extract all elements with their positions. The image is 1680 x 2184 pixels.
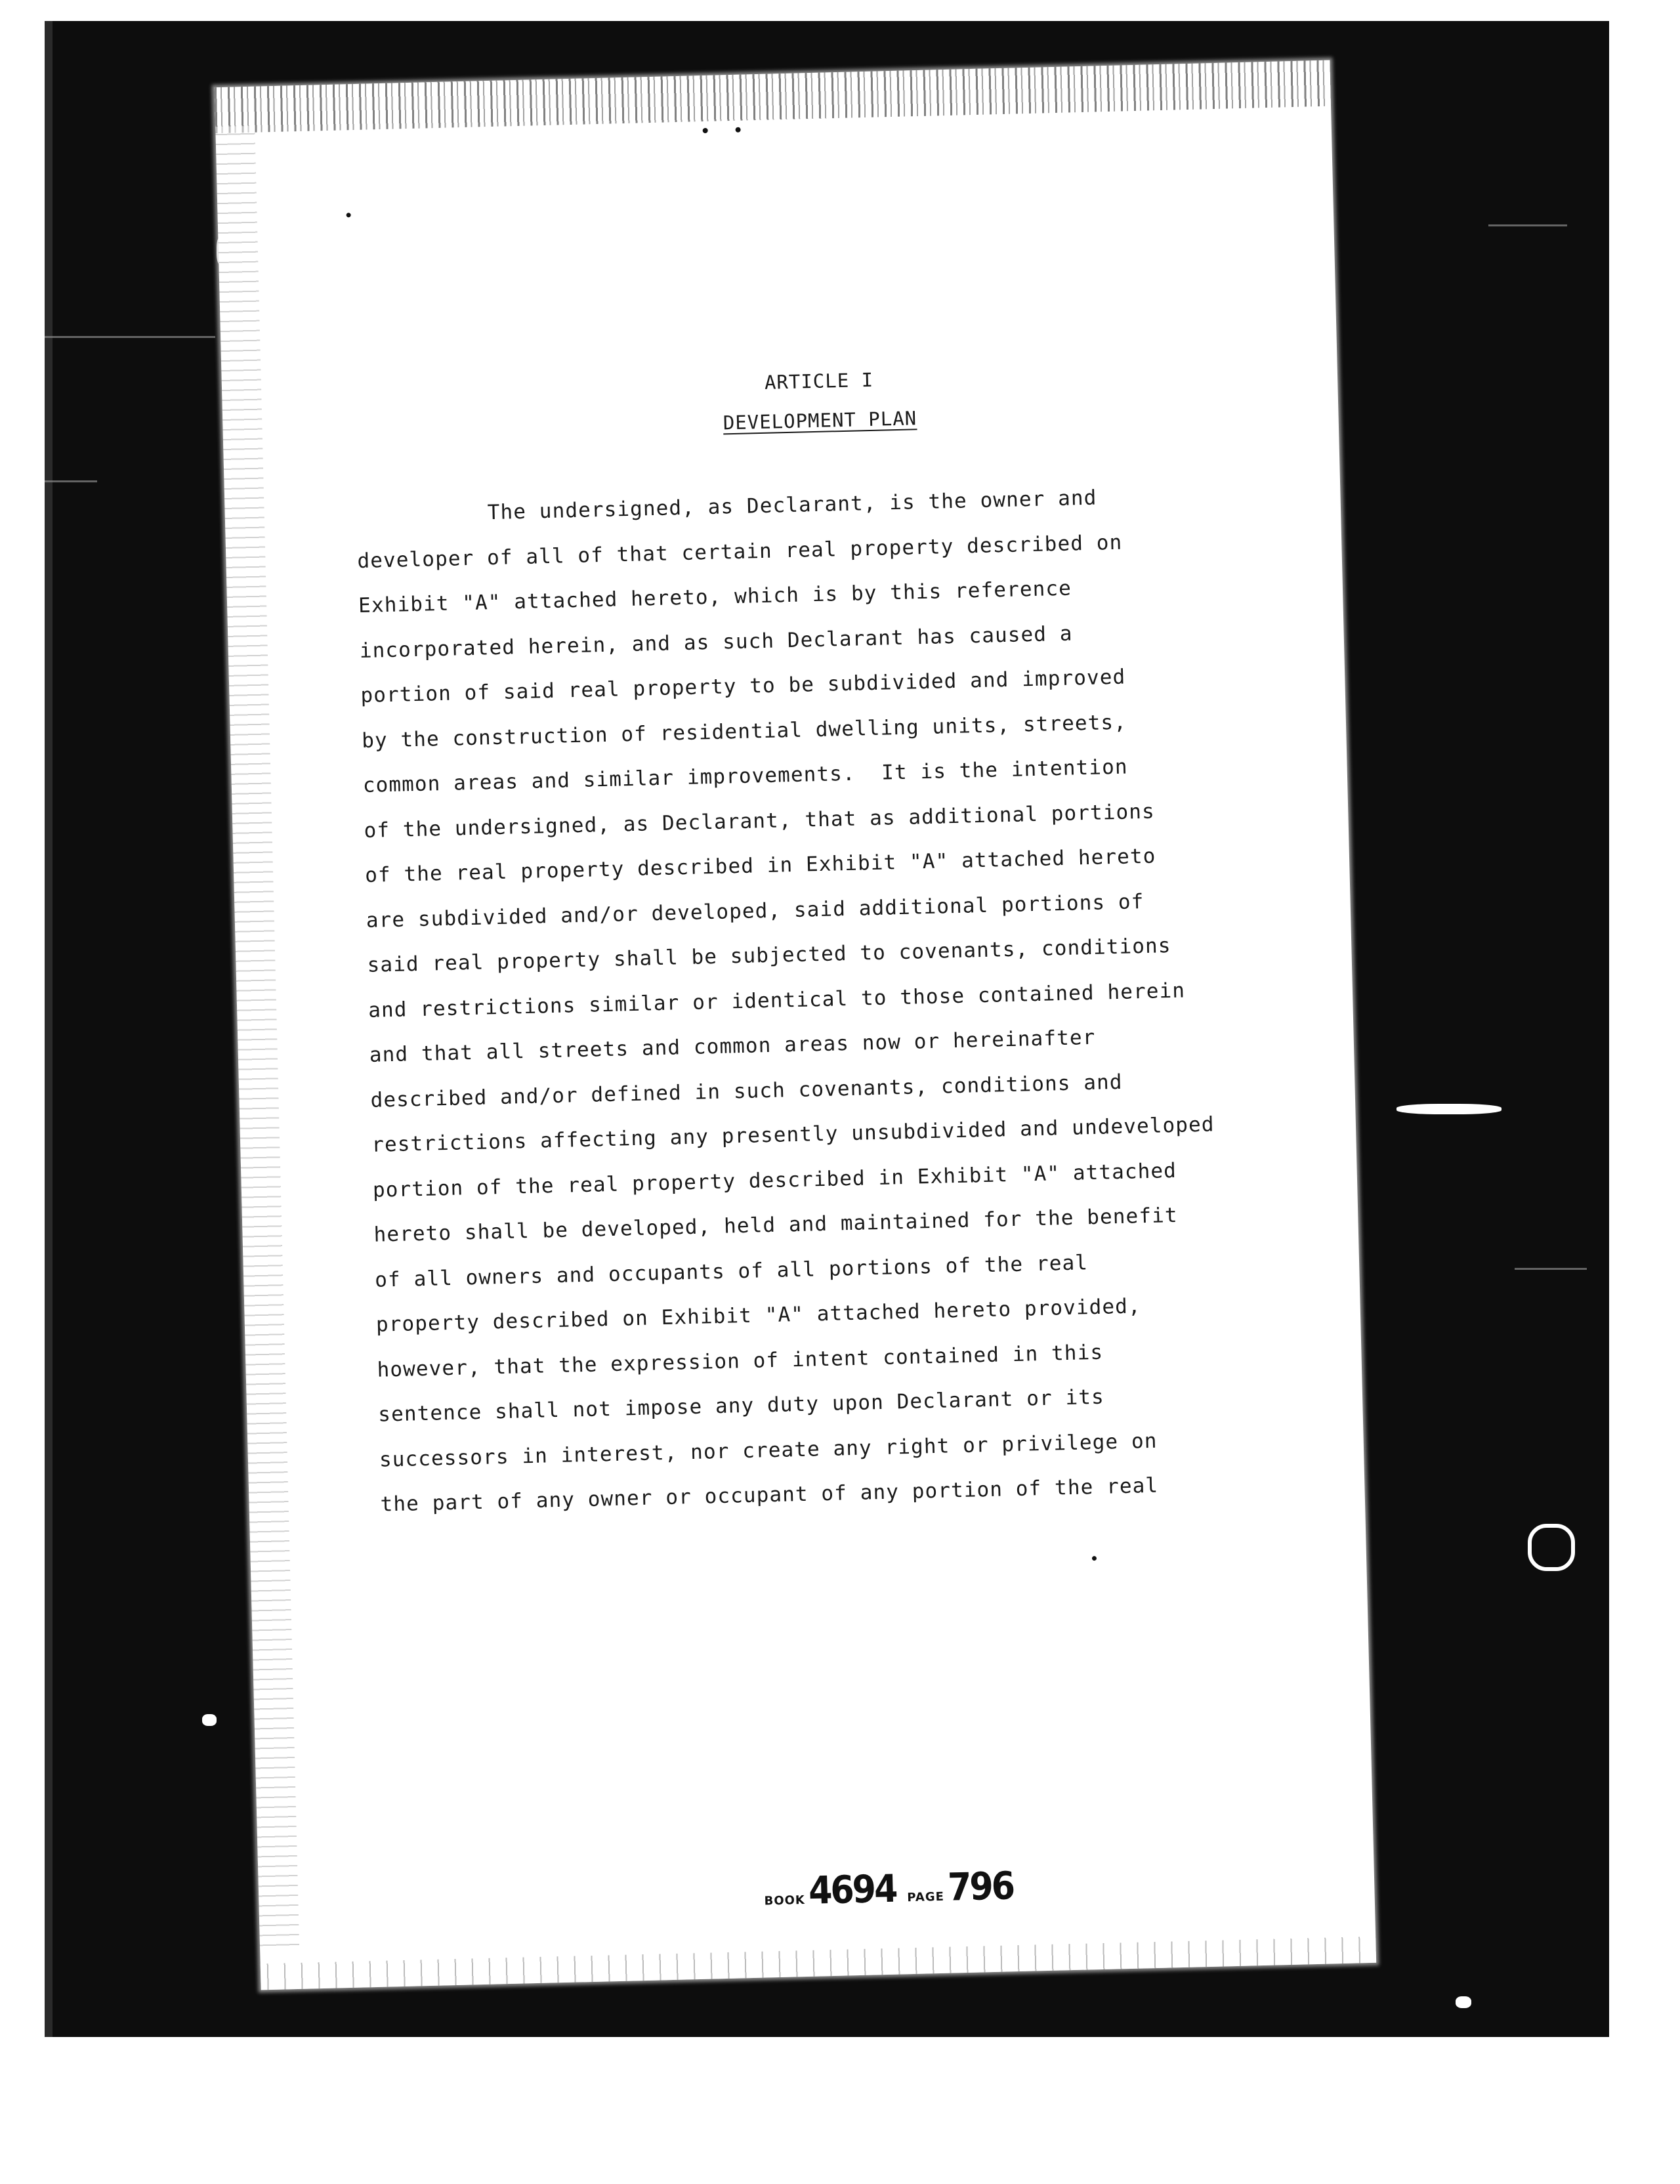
body-line: portion of said real property to be subdivided and improved xyxy=(360,665,1126,708)
scan-edge xyxy=(45,21,52,2037)
scan-artifact xyxy=(1456,1996,1471,2008)
scan-streak xyxy=(45,336,215,338)
page-label: PAGE xyxy=(907,1889,945,1905)
page-number: 796 xyxy=(947,1863,1014,1910)
body-line: by the construction of residential dwelling units, streets, xyxy=(361,710,1127,753)
scan-streak xyxy=(1488,224,1567,226)
body-line: successors in interest, nor create any right or privilege on xyxy=(379,1429,1158,1472)
section-heading: DEVELOPMENT PLAN xyxy=(723,407,917,434)
book-label: BOOK xyxy=(764,1893,806,1908)
article-heading: ARTICLE I xyxy=(764,368,874,394)
body-line: portion of the real property described in Exhibit "A" attached xyxy=(372,1158,1177,1202)
body-line: developer of all of that certain real property described on xyxy=(357,530,1123,573)
body-line: the part of any owner or occupant of any portion of the real xyxy=(380,1473,1159,1517)
document-page xyxy=(215,60,1376,1990)
body-line: common areas and similar improvements. It is the intention xyxy=(362,755,1129,797)
body-line: hereto shall be developed, held and maintained for the benefit xyxy=(373,1203,1179,1247)
body-line: of all owners and occupants of all portions of the real xyxy=(374,1250,1089,1292)
body-line: of the real property described in Exhibit "A" attached hereto xyxy=(364,844,1156,887)
scan-dot xyxy=(703,128,708,133)
body-line: however, that the expression of intent contained in this xyxy=(377,1340,1104,1382)
body-line: and that all streets and common areas now or hereinafter xyxy=(369,1025,1096,1067)
body-line: described and/or defined in such covenants, conditions and xyxy=(370,1070,1123,1112)
document-body xyxy=(353,351,1274,1527)
scan-dot xyxy=(736,127,741,133)
body-line: sentence shall not impose any duty upon Declarant or its xyxy=(377,1385,1105,1427)
body-line: said real property shall be subjected to covenants, conditions xyxy=(367,933,1171,977)
body-line: restrictions affecting any presently unsubdivided and undeveloped xyxy=(371,1112,1215,1157)
body-line: property described on Exhibit "A" attached hereto provided, xyxy=(375,1294,1142,1337)
scan-streak xyxy=(45,480,97,482)
body-line: are subdivided and/or developed, said additional portions of xyxy=(366,889,1144,933)
book-number: 4694 xyxy=(808,1866,897,1913)
scan-dot xyxy=(1092,1556,1097,1561)
body-line: incorporated herein, and as such Declarant has caused a xyxy=(359,621,1073,663)
scan-artifact xyxy=(202,1714,217,1726)
body-line: Exhibit "A" attached hereto, which is by this reference xyxy=(358,576,1072,618)
body-line: and restrictions similar or identical to those contained herein xyxy=(368,978,1186,1022)
recording-stamp xyxy=(763,1863,1013,1914)
scan-dot xyxy=(346,213,351,217)
scan-artifact xyxy=(1396,1104,1502,1114)
scan-artifact xyxy=(1528,1524,1575,1571)
body-line: of the undersigned, as Declarant, that as additional portions xyxy=(364,799,1156,843)
scan-streak xyxy=(1515,1268,1587,1270)
body-line: The undersigned, as Declarant, is the owner and xyxy=(487,486,1097,525)
